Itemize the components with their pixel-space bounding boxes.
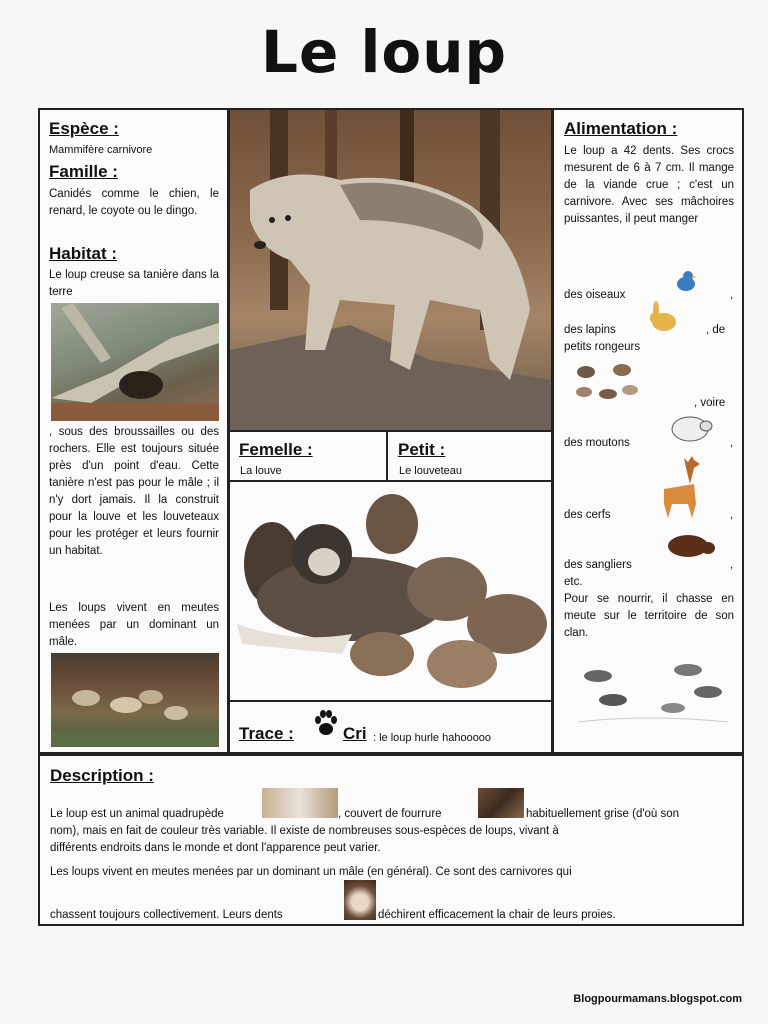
den-photo <box>51 303 219 421</box>
deer-icon <box>654 454 704 525</box>
description-heading: Description : <box>50 766 154 785</box>
description-line-3: différents endroits dans le monde et dont l'apparence peut varier. <box>50 842 381 854</box>
teeth-image <box>344 880 376 920</box>
famille-text: Canidés comme le chien, le renard, le coyote ou le dingo. <box>49 188 219 217</box>
description-line-5b: déchirent efficacement la chair de leurs proies. <box>378 909 616 921</box>
comma-3: , <box>730 509 734 521</box>
description-line-5a: chassent toujours collectivement. Leurs dents <box>50 909 283 921</box>
oiseaux-label: des oiseaux <box>564 289 626 301</box>
bird-icon <box>672 268 700 301</box>
habitat-text-1: Le loup creuse sa tanière dans la terre <box>49 269 219 298</box>
description-line-1a: Le loup est un animal quadrupède <box>50 808 224 820</box>
rongeurs-label: petits rongeurs <box>564 341 641 353</box>
femelle-heading: Femelle : <box>239 440 313 459</box>
description-line-1c: habituellement grise (d'où son <box>526 808 680 820</box>
fur-image <box>478 788 524 818</box>
alimentation-text: Le loup a 42 dents. Ses crocs mesurent de 6 à 7 cm. Il mange de la viande crue ; c'est un carnivore. Avec ses mâchoires puissantes, il peut manger <box>564 145 734 225</box>
moutons-label: des moutons <box>564 437 630 449</box>
main-wolf-photo <box>230 110 551 430</box>
habitat-text-3: Les loups vivent en meutes menées par un dominant un mâle. <box>49 602 219 648</box>
comma-1: , <box>730 289 734 301</box>
espece-heading: Espèce : <box>49 119 119 138</box>
rodents-icon <box>572 360 642 407</box>
description-line-4: Les loups vivent en meutes menées par un dominant un mâle (en général). Ce sont des carnivores qui <box>50 866 572 878</box>
de-label: , de <box>706 324 726 336</box>
trace-heading: Trace : <box>239 724 294 743</box>
wolf-family-photo <box>232 484 550 698</box>
page-title: Le loup <box>260 18 508 86</box>
sangliers-label: des sangliers <box>564 559 632 571</box>
habitat-text-2: , sous des broussailles ou des rochers. Elle est toujours située près d'un point d'eau. Cette tanière n'est pas pour le mâle ; il n'y dort jamais. Il la construit pour la louve et les louveteaux pour les protéger et leurs fournir un habitat. <box>49 426 219 557</box>
description-panel <box>38 754 744 926</box>
femelle-text: La louve <box>240 465 282 477</box>
cri-heading: Cri <box>343 724 367 743</box>
trace-box <box>228 700 553 754</box>
comma-4: , <box>730 559 734 571</box>
etc-label: etc. <box>564 576 583 588</box>
habitat-heading: Habitat : <box>49 244 117 263</box>
petit-box <box>386 430 553 482</box>
left-panel <box>38 108 229 754</box>
femelle-box <box>228 430 388 482</box>
description-line-1b: , couvert de fourrure <box>338 808 442 820</box>
comma-2: , <box>730 437 734 449</box>
cerfs-label: des cerfs <box>564 509 611 521</box>
footer-credit: Blogpourmamans.blogspot.com <box>573 993 742 1005</box>
description-line-2: nom), mais en fait de couleur très variable. Il existe de nombreuses sous-espèces de loups, vivant à <box>50 825 559 837</box>
paw-print-icon <box>314 708 338 743</box>
espece-text: Mammifère carnivore <box>49 144 153 156</box>
petit-text: Le louveteau <box>399 465 462 477</box>
petit-heading: Petit : <box>398 440 446 459</box>
alimentation-heading: Alimentation : <box>564 119 678 138</box>
sheep-icon <box>666 412 716 451</box>
chasse-text: Pour se nourrir, il chasse en meute sur le territoire de son clan. <box>564 593 734 639</box>
voire-label: , voire <box>694 397 726 409</box>
legs-image <box>262 788 338 818</box>
famille-heading: Famille : <box>49 162 118 181</box>
hunting-pack-illustration <box>568 648 738 733</box>
lapins-label: des lapins <box>564 324 616 336</box>
pack-photo <box>51 653 219 747</box>
right-panel <box>552 108 744 754</box>
cri-text: : le loup hurle hahooooo <box>373 732 492 744</box>
boar-icon <box>664 528 716 569</box>
rabbit-icon <box>646 300 680 339</box>
